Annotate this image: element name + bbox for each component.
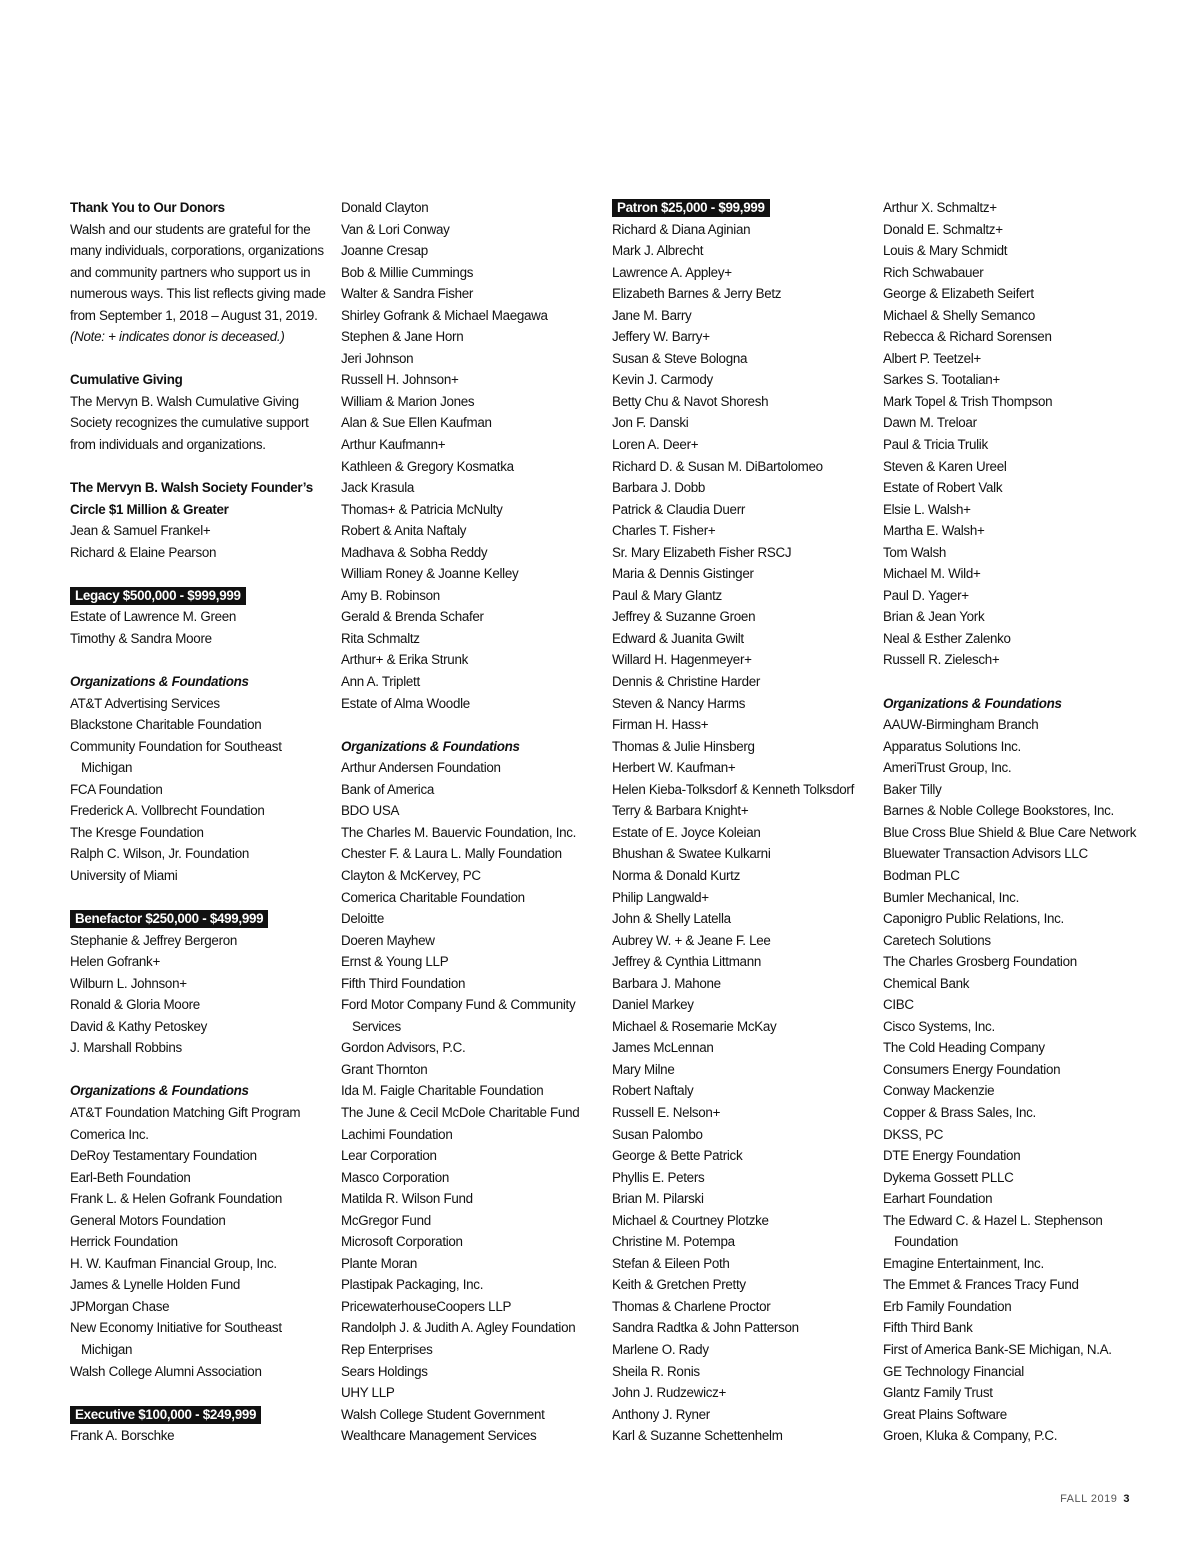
list-item: Arthur+ & Erika Strunk: [341, 652, 468, 668]
list-item: Wilburn L. Johnson+: [70, 975, 187, 991]
list-item: Norma & Donald Kurtz: [612, 867, 740, 883]
benefactor-org-list: [70, 1102, 332, 1382]
list-item: Barbara J. Dobb: [612, 480, 706, 496]
list-item: Clayton & McKervey, PC: [341, 867, 481, 883]
list-item: Caretech Solutions: [883, 932, 991, 948]
list-item: Ernst & Young LLP: [341, 954, 449, 970]
list-item: Jane M. Barry: [612, 307, 692, 323]
list-item: Herrick Foundation: [70, 1234, 178, 1250]
list-item: Lear Corporation: [341, 1148, 437, 1164]
list-item: Rita Schmaltz: [341, 630, 420, 646]
list-item: Arthur X. Schmaltz+: [883, 200, 997, 215]
list-item: Dawn M. Treloar: [883, 415, 977, 431]
column-2: [341, 197, 603, 1447]
list-item: Earl-Beth Foundation: [70, 1169, 191, 1185]
column-1: [70, 197, 332, 1447]
list-item: Barnes & Noble College Bookstores, Inc.: [883, 803, 1114, 819]
list-item: Comerica Inc.: [70, 1126, 149, 1142]
list-item: Martha E. Walsh+: [883, 523, 985, 539]
intro-line: numerous ways. This list reflects giving made: [70, 286, 326, 302]
column-3: [612, 197, 874, 1447]
list-item: FCA Foundation: [70, 781, 163, 797]
list-item: PricewaterhouseCoopers LLP: [341, 1298, 512, 1314]
list-item: The Kresge Foundation: [70, 824, 204, 840]
list-item: AmeriTrust Group, Inc.: [883, 760, 1012, 776]
list-item: Estate of E. Joyce Koleian: [612, 824, 761, 840]
list-item: Helen Gofrank+: [70, 954, 160, 970]
list-item: Cisco Systems, Inc.: [883, 1018, 995, 1034]
list-item: Paul D. Yager+: [883, 587, 969, 603]
list-item: AAUW-Birmingham Branch: [883, 717, 1039, 733]
list-item: Great Plains Software: [883, 1406, 1007, 1422]
list-item: Paul & Mary Glantz: [612, 587, 722, 603]
page-number: 3: [1123, 1493, 1130, 1505]
list-item: Alan & Sue Ellen Kaufman: [341, 415, 492, 431]
list-item: Brian M. Pilarski: [612, 1191, 704, 1207]
list-item: DeRoy Testamentary Foundation: [70, 1148, 257, 1164]
list-item: Elizabeth Barnes & Jerry Betz: [612, 286, 782, 302]
list-item: Rebecca & Richard Sorensen: [883, 329, 1052, 345]
list-item: James & Lynelle Holden Fund: [70, 1277, 241, 1293]
list-item: Jack Krasula: [341, 480, 415, 496]
list-item: Charles T. Fisher+: [612, 523, 716, 539]
list-item: Louis & Mary Schmidt: [883, 243, 1008, 259]
list-item: The Edward C. & Hazel L. Stephenson Foundation: [883, 1212, 1103, 1250]
list-item: James McLennan: [612, 1040, 714, 1056]
list-item: AT&T Advertising Services: [70, 695, 220, 711]
list-item: Microsoft Corporation: [341, 1234, 463, 1250]
list-item: Sr. Mary Elizabeth Fisher RSCJ: [612, 544, 792, 560]
patron-org-list: [883, 714, 1145, 1447]
list-item: John & Shelly Latella: [612, 911, 731, 927]
legacy-org-list: [70, 693, 332, 887]
list-item: Ford Motor Company Fund & Community Services: [341, 997, 576, 1034]
list-item: Estate of Alma Woodle: [341, 695, 470, 711]
list-item: Thomas & Charlene Proctor: [612, 1298, 771, 1314]
list-item: Jeffery W. Barry+: [612, 329, 710, 345]
list-item: Chemical Bank: [883, 975, 970, 991]
list-item: Russell E. Nelson+: [612, 1104, 721, 1120]
cumulative-line: Society recognizes the cumulative support: [70, 415, 309, 431]
list-item: Terry & Barbara Knight+: [612, 803, 749, 819]
list-item: Madhava & Sobha Reddy: [341, 544, 488, 560]
list-item: Bank of America: [341, 781, 435, 797]
list-item: Elsie L. Walsh+: [883, 501, 971, 517]
list-item: Donald Clayton: [341, 200, 429, 215]
list-item: Steven & Karen Ureel: [883, 458, 1007, 474]
page-footer: [1060, 1493, 1130, 1505]
list-item: Sarkes S. Tootalian+: [883, 372, 1000, 388]
list-item: Paul & Tricia Trulik: [883, 437, 988, 453]
list-item: Frank L. & Helen Gofrank Foundation: [70, 1191, 283, 1207]
legacy-org-heading: Organizations & Foundations: [70, 674, 249, 690]
tier-badge-legacy: Legacy $500,000 - $999,999: [70, 587, 246, 605]
list-item: Robert & Anita Naftaly: [341, 523, 467, 539]
list-item: Groen, Kluka & Company, P.C.: [883, 1428, 1058, 1444]
list-item: DKSS, PC: [883, 1126, 944, 1142]
list-item: Stephanie & Jeffrey Bergeron: [70, 932, 238, 948]
list-item: Deloitte: [341, 911, 385, 927]
list-item: Doeren Mayhew: [341, 932, 435, 948]
list-item: Ralph C. Wilson, Jr. Foundation: [70, 846, 249, 862]
list-item: Shirley Gofrank & Michael Maegawa: [341, 307, 548, 323]
intro-line: and community partners who support us in: [70, 264, 311, 280]
list-item: Barbara J. Mahone: [612, 975, 721, 991]
list-item: Bumler Mechanical, Inc.: [883, 889, 1019, 905]
list-item: Jeri Johnson: [341, 350, 414, 366]
list-item: Erb Family Foundation: [883, 1298, 1012, 1314]
tier-badge-benefactor: Benefactor $250,000 - $499,999: [70, 910, 268, 928]
list-item: Albert P. Teetzel+: [883, 350, 981, 366]
list-item: Bob & Millie Cummings: [341, 264, 474, 280]
list-item: Sheila R. Ronis: [612, 1363, 700, 1379]
list-item: H. W. Kaufman Financial Group, Inc.: [70, 1255, 277, 1271]
list-item: Matilda R. Wilson Fund: [341, 1191, 473, 1207]
list-item: Jean & Samuel Frankel+: [70, 523, 211, 539]
founders-list: [70, 520, 332, 563]
list-item: Michael & Rosemarie McKay: [612, 1018, 777, 1034]
intro-heading: Thank You to Our Donors: [70, 200, 225, 215]
issue-label: FALL 2019: [1060, 1493, 1118, 1505]
list-item: Lachimi Foundation: [341, 1126, 453, 1142]
list-item: Brian & Jean York: [883, 609, 985, 625]
list-item: Rich Schwabauer: [883, 264, 984, 280]
list-item: Van & Lori Conway: [341, 221, 450, 237]
list-item: Randolph J. & Judith A. Agley Foundation: [341, 1320, 576, 1336]
list-item: Copper & Brass Sales, Inc.: [883, 1104, 1036, 1120]
list-item: Patrick & Claudia Duerr: [612, 501, 746, 517]
list-item: Thomas & Julie Hinsberg: [612, 738, 755, 754]
cumulative-heading: Cumulative Giving: [70, 372, 183, 388]
list-item: Tom Walsh: [883, 544, 947, 560]
list-item: New Economy Initiative for Southeast Michigan: [70, 1320, 282, 1357]
list-item: Karl & Suzanne Schettenhelm: [612, 1428, 783, 1444]
list-item: William & Marion Jones: [341, 393, 475, 409]
list-item: George & Bette Patrick: [612, 1148, 743, 1164]
list-item: McGregor Fund: [341, 1212, 431, 1228]
tier-badge-patron: Patron $25,000 - $99,999: [612, 199, 770, 217]
list-item: Donald E. Schmaltz+: [883, 221, 1003, 237]
list-item: Robert Naftaly: [612, 1083, 694, 1099]
founders-heading-amount: Circle $1 Million & Greater: [70, 501, 229, 517]
list-item: Susan & Steve Bologna: [612, 350, 748, 366]
list-item: Sandra Radtka & John Patterson: [612, 1320, 799, 1336]
intro-line: from September 1, 2018 – August 31, 2019.: [70, 307, 318, 323]
list-item: Bhushan & Swatee Kulkarni: [612, 846, 771, 862]
list-item: Michael & Shelly Semanco: [883, 307, 1036, 323]
list-item: Caponigro Public Relations, Inc.: [883, 911, 1064, 927]
list-item: Comerica Charitable Foundation: [341, 889, 525, 905]
legacy-donor-list: [70, 606, 332, 649]
list-item: Frank A. Borschke: [70, 1428, 175, 1444]
list-item: Apparatus Solutions Inc.: [883, 738, 1021, 754]
list-item: Walter & Sandra Fisher: [341, 286, 474, 302]
list-item: Daniel Markey: [612, 997, 694, 1013]
list-item: Michael & Courtney Plotzke: [612, 1212, 769, 1228]
intro-text: [70, 219, 332, 327]
list-item: Jeffrey & Suzanne Groen: [612, 609, 756, 625]
list-item: Jeffrey & Cynthia Littmann: [612, 954, 761, 970]
list-item: Firman H. Hass+: [612, 717, 709, 733]
list-item: Maria & Dennis Gistinger: [612, 566, 754, 582]
list-item: Russell H. Johnson+: [341, 372, 459, 388]
list-item: Blue Cross Blue Shield & Blue Care Network: [883, 824, 1137, 840]
list-item: Anthony J. Ryner: [612, 1406, 710, 1422]
list-item: Christine M. Potempa: [612, 1234, 735, 1250]
list-item: First of America Bank-SE Michigan, N.A.: [883, 1341, 1112, 1357]
list-item: Keith & Gretchen Pretty: [612, 1277, 746, 1293]
list-item: Grant Thornton: [341, 1061, 428, 1077]
list-item: Baker Tilly: [883, 781, 942, 797]
list-item: CIBC: [883, 997, 914, 1013]
list-item: Aubrey W. + & Jeane F. Lee: [612, 932, 771, 948]
list-item: Ida M. Faigle Charitable Foundation: [341, 1083, 544, 1099]
list-item: John J. Rudzewicz+: [612, 1385, 727, 1401]
list-item: University of Miami: [70, 867, 178, 883]
list-item: Lawrence A. Appley+: [612, 264, 732, 280]
list-item: Thomas+ & Patricia McNulty: [341, 501, 503, 517]
list-item: Plastipak Packaging, Inc.: [341, 1277, 484, 1293]
list-item: Masco Corporation: [341, 1169, 450, 1185]
list-item: Fifth Third Foundation: [341, 975, 466, 991]
list-item: General Motors Foundation: [70, 1212, 226, 1228]
cumulative-line: The Mervyn B. Walsh Cumulative Giving: [70, 393, 299, 409]
list-item: GE Technology Financial: [883, 1363, 1024, 1379]
list-item: Russell R. Zielesch+: [883, 652, 1000, 668]
list-item: Conway Mackenzie: [883, 1083, 995, 1099]
list-item: Amy B. Robinson: [341, 587, 440, 603]
list-item: George & Elizabeth Seifert: [883, 286, 1034, 302]
list-item: Emagine Entertainment, Inc.: [883, 1255, 1044, 1271]
list-item: Helen Kieba-Tolksdorf & Kenneth Tolksdorf: [612, 781, 855, 797]
executive-org-heading: Organizations & Foundations: [341, 738, 520, 754]
list-item: Phyllis E. Peters: [612, 1169, 705, 1185]
list-item: Community Foundation for Southeast Michigan: [70, 738, 282, 776]
list-item: Stephen & Jane Horn: [341, 329, 464, 345]
list-item: BDO USA: [341, 803, 400, 819]
list-item: Mark Topel & Trish Thompson: [883, 393, 1053, 409]
list-item: The Charles Grosberg Foundation: [883, 954, 1077, 970]
list-item: Stefan & Eileen Poth: [612, 1255, 730, 1271]
patron-org-heading: Organizations & Foundations: [883, 695, 1062, 711]
list-item: Gerald & Brenda Schafer: [341, 609, 484, 625]
list-item: Arthur Andersen Foundation: [341, 760, 501, 776]
list-item: Estate of Robert Valk: [883, 480, 1003, 496]
list-item: The Charles M. Bauervic Foundation, Inc.: [341, 824, 577, 840]
list-item: J. Marshall Robbins: [70, 1040, 182, 1056]
executive-org-list: [341, 757, 603, 1447]
founders-heading: The Mervyn B. Walsh Society Founder’s: [70, 480, 313, 496]
list-item: Consumers Energy Foundation: [883, 1061, 1061, 1077]
list-item: Earhart Foundation: [883, 1191, 993, 1207]
list-item: AT&T Foundation Matching Gift Program: [70, 1104, 301, 1120]
list-item: Walsh College Student Government: [341, 1406, 545, 1422]
list-item: Timothy & Sandra Moore: [70, 630, 212, 646]
list-item: Kathleen & Gregory Kosmatka: [341, 458, 514, 474]
list-item: Michael M. Wild+: [883, 566, 981, 582]
list-item: Herbert W. Kaufman+: [612, 760, 736, 776]
list-item: Rep Enterprises: [341, 1341, 433, 1357]
list-item: Ann A. Triplett: [341, 674, 420, 690]
list-item: Plante Moran: [341, 1255, 418, 1271]
list-item: Richard & Diana Aginian: [612, 221, 751, 237]
deceased-note: (Note: + indicates donor is deceased.): [70, 329, 285, 345]
list-item: Sears Holdings: [341, 1363, 428, 1379]
list-item: Bodman PLC: [883, 867, 960, 883]
executive-donor-list-continued: [341, 197, 603, 714]
list-item: Frederick A. Vollbrecht Foundation: [70, 803, 265, 819]
patron-donor-list: [612, 219, 874, 1447]
list-item: Bluewater Transaction Advisors LLC: [883, 846, 1088, 862]
list-item: William Roney & Joanne Kelley: [341, 566, 519, 582]
intro-line: many individuals, corporations, organizations: [70, 243, 324, 259]
list-item: Willard H. Hagenmeyer+: [612, 652, 752, 668]
list-item: David & Kathy Petoskey: [70, 1018, 208, 1034]
list-item: Chester F. & Laura L. Mally Foundation: [341, 846, 562, 862]
list-item: Neal & Esther Zalenko: [883, 630, 1011, 646]
list-item: Walsh College Alumni Association: [70, 1363, 262, 1379]
list-item: Estate of Lawrence M. Green: [70, 609, 237, 625]
list-item: Richard D. & Susan M. DiBartolomeo: [612, 458, 823, 474]
list-item: The Cold Heading Company: [883, 1040, 1045, 1056]
patron-donor-list-continued: [883, 197, 1145, 671]
list-item: The Emmet & Frances Tracy Fund: [883, 1277, 1079, 1293]
list-item: Glantz Family Trust: [883, 1385, 993, 1401]
list-item: Richard & Elaine Pearson: [70, 544, 217, 560]
intro-line: Walsh and our students are grateful for the: [70, 221, 311, 237]
executive-donor-list: [70, 1425, 332, 1447]
list-item: Steven & Nancy Harms: [612, 695, 746, 711]
list-item: Mary Milne: [612, 1061, 675, 1077]
list-item: Marlene O. Rady: [612, 1341, 709, 1357]
cumulative-line: from individuals and organizations.: [70, 437, 266, 453]
list-item: Loren A. Deer+: [612, 437, 699, 453]
list-item: Edward & Juanita Gwilt: [612, 630, 744, 646]
list-item: Wealthcare Management Services: [341, 1428, 537, 1444]
list-item: JPMorgan Chase: [70, 1298, 170, 1314]
list-item: Mark J. Albrecht: [612, 243, 704, 259]
list-item: Joanne Cresap: [341, 243, 428, 259]
list-item: Susan Palombo: [612, 1126, 703, 1142]
list-item: Gordon Advisors, P.C.: [341, 1040, 466, 1056]
list-item: Arthur Kaufmann+: [341, 437, 446, 453]
list-item: The June & Cecil McDole Charitable Fund: [341, 1104, 580, 1120]
list-item: Blackstone Charitable Foundation: [70, 717, 262, 733]
list-item: Betty Chu & Navot Shoresh: [612, 393, 769, 409]
list-item: Ronald & Gloria Moore: [70, 997, 200, 1013]
list-item: Philip Langwald+: [612, 889, 709, 905]
list-item: Dennis & Christine Harder: [612, 674, 761, 690]
tier-badge-executive: Executive $100,000 - $249,999: [70, 1406, 261, 1424]
list-item: Dykema Gossett PLLC: [883, 1169, 1014, 1185]
list-item: UHY LLP: [341, 1385, 395, 1401]
column-4: [883, 197, 1145, 1447]
list-item: DTE Energy Foundation: [883, 1148, 1021, 1164]
list-item: Fifth Third Bank: [883, 1320, 973, 1336]
benefactor-donor-list: [70, 930, 332, 1059]
list-item: Jon F. Danski: [612, 415, 689, 431]
list-item: Kevin J. Carmody: [612, 372, 713, 388]
benefactor-org-heading: Organizations & Foundations: [70, 1083, 249, 1099]
